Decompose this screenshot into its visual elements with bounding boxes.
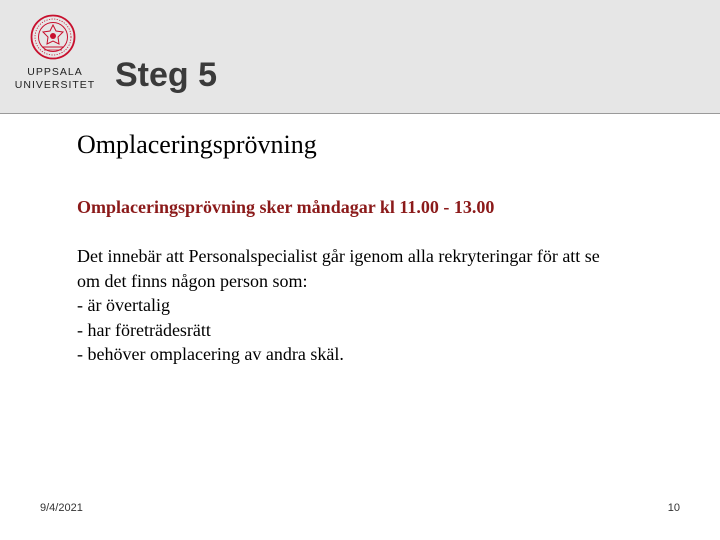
footer-date: 9/4/2021 (40, 502, 83, 514)
body-text (77, 244, 697, 367)
slide-title: Steg 5 (115, 56, 218, 94)
logo-text-line-1: UPPSALA (27, 66, 83, 78)
body-line: Det innebär att Personalspecialist går igenom alla rekryteringar för att se (77, 246, 600, 266)
body-line: - behöver omplacering av andra skäl. (77, 344, 344, 364)
university-seal-icon (30, 14, 76, 60)
logo-text-line-2: UNIVERSITET (14, 79, 96, 91)
header-divider (0, 113, 720, 114)
schedule-subheading: Omplaceringsprövning sker måndagar kl 11.00 - 13.00 (77, 197, 495, 217)
body-line: - är övertalig (77, 295, 170, 315)
body-line: om det finns någon person som: (77, 270, 308, 291)
footer-page-number: 10 (667, 502, 680, 514)
university-logo (0, 0, 110, 113)
body-line: - har företrädesrätt (77, 319, 211, 340)
section-heading: Omplaceringsprövning (77, 130, 317, 159)
